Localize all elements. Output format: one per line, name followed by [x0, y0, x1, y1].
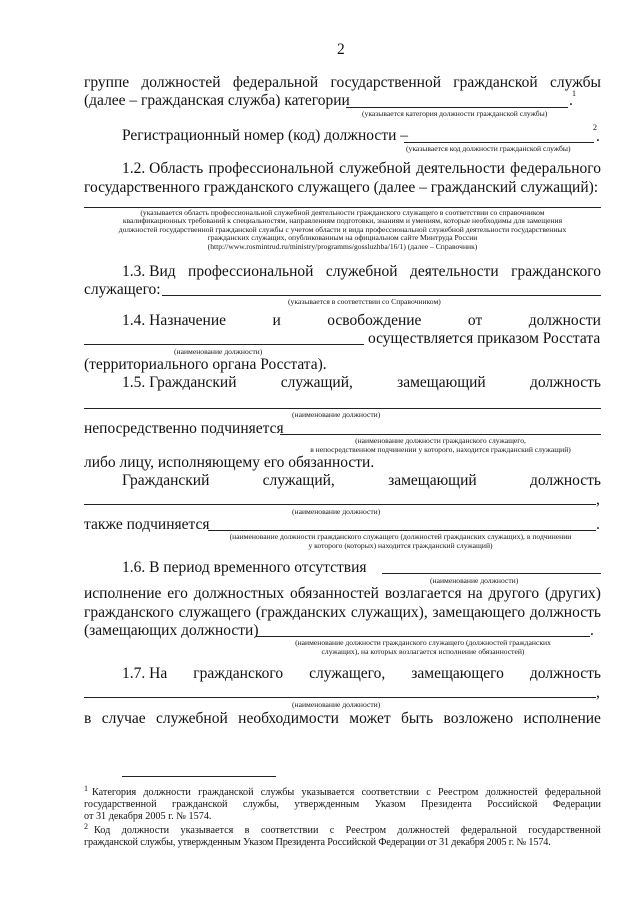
- word: гражданской: [172, 799, 228, 810]
- word: федеральной: [460, 825, 517, 836]
- substitute-fill-line[interactable]: [256, 636, 590, 637]
- reg-number-fill-line[interactable]: [404, 142, 594, 143]
- s1-7-line1: [122, 665, 601, 683]
- caption-line: гражданских служащих, опубликованным на официальном сайте Минтруда России: [207, 233, 478, 243]
- word: возлагается: [384, 585, 462, 602]
- s1-2-line1: [122, 160, 601, 178]
- position-caption-2: (наименование должности): [292, 410, 381, 419]
- footnote-ref-1: 1: [572, 89, 576, 98]
- footnote-1-line1: [92, 787, 601, 799]
- word: исполнение: [523, 710, 601, 727]
- reg-number-caption: (указывается код должности гражданской службы): [406, 144, 571, 153]
- word: профессиональной: [188, 263, 314, 280]
- footnote-1-line2: [84, 799, 601, 811]
- s1-5-line5: [122, 472, 601, 490]
- s1-3-line1: [122, 263, 601, 281]
- word: гражданского: [511, 263, 601, 280]
- word: должности: [143, 787, 191, 798]
- caption-line: (указывается область профессиональной служебной деятельности гражданского служащего в соответствии со справочником: [140, 208, 545, 217]
- word: гражданской: [198, 787, 254, 798]
- position-caption-4: (наименование должности): [430, 576, 519, 585]
- position-caption-5: (наименование должности): [292, 700, 381, 709]
- s1-6-line2: [84, 585, 601, 603]
- s1-5-line7: также подчиняется: [84, 516, 210, 533]
- s1-4-line2-end: осуществляется приказом Росстата: [368, 330, 601, 347]
- s1-5-line1: [122, 374, 601, 392]
- word: Президента: [421, 799, 472, 810]
- word: должностей: [141, 74, 221, 91]
- kind-caption: (указывается в соответствии со Справочником): [288, 297, 441, 306]
- word: Российской: [487, 799, 538, 810]
- word: деятельности: [416, 160, 505, 177]
- word: гражданского: [193, 665, 284, 682]
- s1-5-line4: либо лицу, исполняющему его обязанности.: [84, 454, 375, 471]
- word: должности: [121, 825, 170, 836]
- word: службы: [260, 787, 295, 798]
- s1-4-line1: [122, 312, 601, 330]
- word: служащего: [178, 604, 251, 621]
- also-subordinate-caption: [200, 532, 601, 550]
- word: должностных: [193, 585, 285, 602]
- word: должностей: [397, 825, 450, 836]
- word: 1.7. На: [122, 665, 168, 682]
- word: профессиональной: [208, 160, 334, 177]
- word: в: [244, 825, 250, 836]
- word: и: [272, 312, 281, 329]
- word: деятельности: [409, 263, 499, 280]
- footnote-2-line2: гражданской службы, утвержденным Указом Президента Российской Федерации от 31 декабря 2005 г. № 1574.: [84, 837, 551, 848]
- s1-5-line3: непосредственно подчиняется: [84, 420, 284, 437]
- p1-line2-text: (далее – гражданская служба) категории: [84, 92, 350, 109]
- word: служащего,: [309, 665, 386, 682]
- word: служащих),: [350, 604, 428, 621]
- reg-number-end: .: [596, 128, 600, 145]
- word: на: [467, 585, 483, 602]
- s1-5-line6-end: ,: [596, 491, 600, 508]
- substitute-caption: [256, 638, 590, 656]
- footnote-1-line3: от 31 декабря 2005 г. № 1574.: [84, 811, 212, 822]
- word: (гражданских: [255, 604, 347, 621]
- word: освобождение: [327, 312, 422, 329]
- supervisor-fill-line[interactable]: [280, 434, 601, 435]
- word: Реестром: [437, 787, 479, 798]
- s1-6-line4: (замещающих должности): [84, 622, 259, 639]
- word: служащий,: [280, 374, 353, 391]
- word: замещающий: [397, 374, 486, 391]
- word: служащий,: [262, 472, 335, 489]
- category-caption: (указывается категория должности гражданской службы): [362, 109, 548, 118]
- s1-6-line3: [84, 604, 601, 622]
- word: службы,: [242, 799, 279, 810]
- word: (других): [545, 585, 601, 602]
- p1-line2-end: .: [569, 92, 573, 109]
- caption-line: (наименование должности гражданского служащего (должностей гражданских служащих), в подчинении: [229, 532, 572, 541]
- word: государственной: [84, 799, 157, 810]
- word: другого: [488, 585, 540, 602]
- word: его: [167, 585, 188, 602]
- footnote-separator: [122, 776, 276, 777]
- word: замещающий: [388, 472, 477, 489]
- caption-line: у которого (которых) находится гражданский служащий): [308, 541, 493, 550]
- caption-line: квалификационных требований к специальностям, направлениям подготовки, знаниям и умениям, которые необходимы для замещения: [122, 216, 563, 226]
- word: гражданской: [453, 74, 538, 91]
- position-fill-line-3[interactable]: [84, 504, 596, 505]
- footnote-ref-2: 2: [593, 123, 597, 132]
- s1-6-line4-end: .: [590, 622, 594, 639]
- word: служебной: [156, 710, 228, 727]
- caption-line: (http://www.rosmintrud.ru/ministry/programms/gossluzhba/16/1) (далее – Справочник): [207, 241, 478, 251]
- category-fill-line[interactable]: [346, 107, 568, 108]
- area-caption: [84, 209, 601, 251]
- word: Указом: [374, 799, 406, 810]
- also-subordinate-fill-line[interactable]: [208, 530, 596, 531]
- s1-7-line2-end: ,: [596, 684, 600, 701]
- s1-4-line3: (территориального органа Росстата).: [84, 356, 327, 373]
- footnote-2-line1: [94, 825, 601, 837]
- word: утвержденным: [294, 799, 360, 810]
- word: обязанностей: [290, 585, 379, 602]
- word: в: [84, 710, 92, 727]
- s1-3-line2: служащего:: [84, 281, 161, 298]
- word: Код: [94, 825, 111, 836]
- word: служебной: [325, 263, 398, 280]
- word: возложено: [443, 710, 514, 727]
- footnote-2-marker: 2: [84, 822, 88, 831]
- word: федеральной: [544, 787, 601, 798]
- p1-line1: [84, 74, 601, 92]
- word: 1.3. Вид: [122, 263, 176, 280]
- word: исполнение: [84, 585, 162, 602]
- position-fill-line-4[interactable]: [382, 573, 601, 574]
- word: должность: [529, 665, 601, 682]
- word: с: [329, 825, 335, 836]
- caption-line: служащих), на которых возлагается исполнение обязанностей): [321, 647, 525, 656]
- word: должности: [528, 312, 601, 329]
- position-caption-1: (наименование должности): [174, 347, 263, 356]
- word: замещающего: [432, 604, 526, 621]
- word: гражданского: [84, 604, 174, 621]
- word: соответствии: [361, 787, 420, 798]
- word: государственной: [330, 74, 441, 91]
- page-number: 2: [337, 41, 345, 58]
- word: от: [467, 312, 483, 329]
- word: группе: [84, 74, 130, 91]
- s1-5-line7-end: .: [596, 516, 600, 533]
- position-fill-line-2[interactable]: [84, 408, 601, 409]
- word: должность: [529, 374, 601, 391]
- word: службы: [549, 74, 601, 91]
- word: указывается: [180, 825, 234, 836]
- word: указывается: [301, 787, 355, 798]
- word: должность: [529, 472, 601, 489]
- s1-6-line1: 1.6. В период временного отсутствия: [122, 559, 367, 576]
- caption-line: (наименование должности гражданского служащего,: [355, 436, 526, 445]
- word: должность: [529, 604, 601, 621]
- caption-line: должностей государственной гражданской службы с учетом области и вида профессиональной служебной деятельности государственных: [118, 224, 567, 234]
- word: федерального: [510, 160, 601, 177]
- supervisor-caption: [280, 436, 601, 454]
- s1-2-line2: государственного гражданского служащего (далее – гражданский служащий):: [84, 179, 599, 196]
- word: с: [426, 787, 431, 798]
- position-fill-line-1[interactable]: [84, 344, 364, 345]
- word: должностей: [485, 787, 538, 798]
- word: Категория: [92, 787, 137, 798]
- word: необходимости: [238, 710, 339, 727]
- footnote-1-marker: 1: [84, 784, 88, 793]
- caption-line: (наименование должности гражданского служащего (должностей гражданских: [295, 638, 551, 647]
- reg-number-text: Регистрационный номер (код) должности –: [122, 127, 409, 144]
- word: федеральной: [232, 74, 319, 91]
- word: Федерации: [552, 799, 601, 810]
- kind-fill-line[interactable]: [162, 295, 601, 296]
- s1-7-line3: [84, 710, 601, 728]
- word: служебной: [339, 160, 411, 177]
- word: 1.2. Область: [122, 160, 204, 177]
- word: Гражданский: [122, 472, 210, 489]
- position-caption-3: (наименование должности): [292, 507, 381, 516]
- word: 1.4. Назначение: [122, 312, 227, 329]
- word: соответствии: [260, 825, 319, 836]
- caption-line: в непосредственном подчинении у которого, находится гражданский служащий): [310, 445, 571, 454]
- word: замещающего: [411, 665, 504, 682]
- word: может: [349, 710, 391, 727]
- position-fill-line-5[interactable]: [84, 697, 596, 698]
- word: Реестром: [345, 825, 387, 836]
- word: государственной: [528, 825, 601, 836]
- word: 1.5. Гражданский: [122, 374, 237, 391]
- word: случае: [101, 710, 146, 727]
- word: быть: [401, 710, 434, 727]
